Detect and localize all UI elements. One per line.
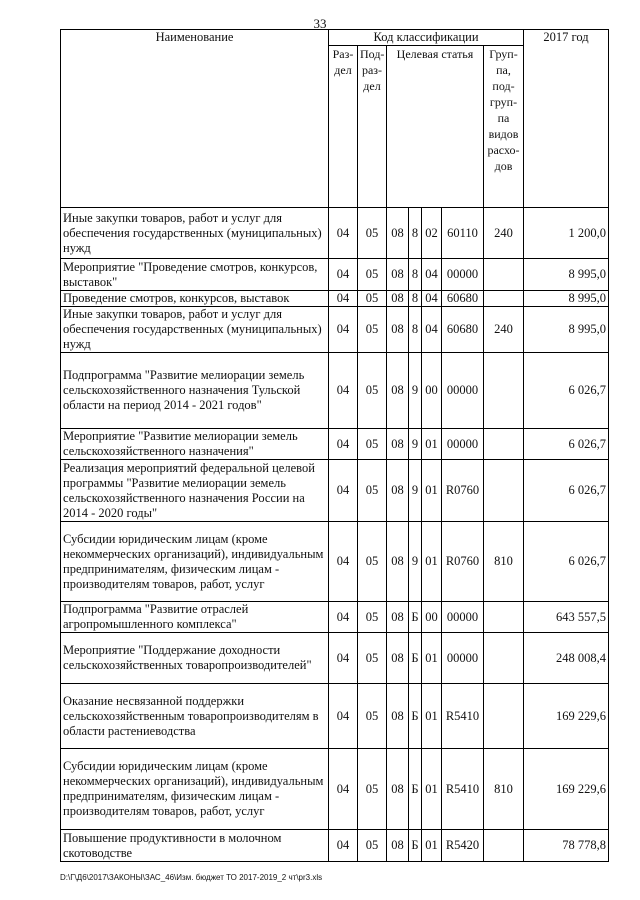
- row-target-event: 01: [422, 429, 442, 460]
- row-target-program: 08: [387, 749, 409, 830]
- row-target-program: 08: [387, 291, 409, 307]
- row-target-direction: 00000: [442, 633, 484, 684]
- row-subsection: 05: [358, 353, 387, 429]
- row-target-subprogram: Б: [409, 830, 422, 862]
- row-target-program: 08: [387, 522, 409, 602]
- row-name: Реализация мероприятий федеральной целевой программы "Развитие мелиорации земель сельскохозяйственного назначения России на 2014 - 2020 годы": [61, 460, 329, 522]
- row-target-event: 04: [422, 307, 442, 353]
- row-target-event: 01: [422, 749, 442, 830]
- row-subsection: 05: [358, 307, 387, 353]
- row-section: 04: [329, 522, 358, 602]
- row-target-subprogram: 9: [409, 429, 422, 460]
- row-amount: 1 200,0: [524, 208, 609, 259]
- row-target-direction: R5410: [442, 749, 484, 830]
- row-name: Мероприятие "Проведение смотров, конкурсов, выставок": [61, 259, 329, 291]
- row-name: Подпрограмма "Развитие мелиорации земель сельскохозяйственного назначения Тульской области на период 2014 - 2021 годов": [61, 353, 329, 429]
- row-subsection: 05: [358, 460, 387, 522]
- row-expense-type: [484, 460, 524, 522]
- row-target-subprogram: 8: [409, 259, 422, 291]
- row-amount: 169 229,6: [524, 684, 609, 749]
- table-row: [61, 522, 609, 602]
- table-body: [61, 208, 609, 862]
- row-expense-type: 240: [484, 208, 524, 259]
- row-target-direction: 60110: [442, 208, 484, 259]
- row-target-direction: 60680: [442, 307, 484, 353]
- row-target-direction: R5420: [442, 830, 484, 862]
- row-name: Проведение смотров, конкурсов, выставок: [61, 291, 329, 307]
- row-target-program: 08: [387, 633, 409, 684]
- file-path-footer: D:\Г\Д6\2017\ЗАКОНЫ\ЗАС_46\Изм. бюджет ТО 2017-2019_2 чт\pr3.xls: [60, 873, 323, 882]
- row-name: Подпрограмма "Развитие отраслей агропромышленного комплекса": [61, 602, 329, 633]
- row-target-event: 02: [422, 208, 442, 259]
- row-target-event: 01: [422, 522, 442, 602]
- header-name: Наименование: [61, 30, 329, 208]
- row-target-event: 04: [422, 291, 442, 307]
- row-target-event: 01: [422, 460, 442, 522]
- row-expense-type: [484, 353, 524, 429]
- header-classification: Код классификации: [329, 30, 524, 46]
- row-subsection: 05: [358, 602, 387, 633]
- row-expense-type: [484, 429, 524, 460]
- row-expense-type: [484, 633, 524, 684]
- row-target-program: 08: [387, 307, 409, 353]
- row-expense-type: [484, 259, 524, 291]
- row-amount: 6 026,7: [524, 353, 609, 429]
- row-target-subprogram: Б: [409, 633, 422, 684]
- row-target-direction: 60680: [442, 291, 484, 307]
- table-header: [61, 30, 609, 208]
- row-section: 04: [329, 429, 358, 460]
- row-expense-type: [484, 602, 524, 633]
- row-target-subprogram: 8: [409, 291, 422, 307]
- row-target-direction: R0760: [442, 522, 484, 602]
- row-section: 04: [329, 602, 358, 633]
- row-expense-type: [484, 830, 524, 862]
- row-amount: 6 026,7: [524, 429, 609, 460]
- row-name: Иные закупки товаров, работ и услуг для обеспечения государственных (муниципальных) нужд: [61, 208, 329, 259]
- row-target-subprogram: Б: [409, 684, 422, 749]
- row-target-program: 08: [387, 460, 409, 522]
- row-target-subprogram: Б: [409, 749, 422, 830]
- header-year: 2017 год: [524, 30, 609, 208]
- row-expense-type: [484, 684, 524, 749]
- row-target-event: 01: [422, 684, 442, 749]
- row-target-direction: 00000: [442, 429, 484, 460]
- table-row: [61, 602, 609, 633]
- row-target-event: 00: [422, 353, 442, 429]
- header-subsection: Под- раз- дел: [358, 46, 387, 208]
- row-subsection: 05: [358, 830, 387, 862]
- row-target-subprogram: 9: [409, 353, 422, 429]
- row-amount: 8 995,0: [524, 291, 609, 307]
- row-target-program: 08: [387, 353, 409, 429]
- row-name: Повышение продуктивности в молочном скотоводстве: [61, 830, 329, 862]
- table-row: [61, 830, 609, 862]
- row-amount: 6 026,7: [524, 460, 609, 522]
- row-section: 04: [329, 749, 358, 830]
- row-amount: 643 557,5: [524, 602, 609, 633]
- row-amount: 6 026,7: [524, 522, 609, 602]
- row-section: 04: [329, 460, 358, 522]
- row-target-event: 00: [422, 602, 442, 633]
- row-subsection: 05: [358, 749, 387, 830]
- table-row: [61, 460, 609, 522]
- row-name: Субсидии юридическим лицам (кроме некоммерческих организаций), индивидуальным предпринимателям, физическим лицам - производителям товаров, работ, услуг: [61, 522, 329, 602]
- row-subsection: 05: [358, 684, 387, 749]
- row-target-program: 08: [387, 602, 409, 633]
- row-subsection: 05: [358, 522, 387, 602]
- row-subsection: 05: [358, 291, 387, 307]
- row-name: Субсидии юридическим лицам (кроме некоммерческих организаций), индивидуальным предпринимателям, физическим лицам - производителям товаров, работ, услуг: [61, 749, 329, 830]
- table-row: [61, 208, 609, 259]
- row-target-event: 01: [422, 633, 442, 684]
- table-row: [61, 633, 609, 684]
- header-section: Раз- дел: [329, 46, 358, 208]
- row-expense-type: 810: [484, 749, 524, 830]
- row-target-program: 08: [387, 684, 409, 749]
- row-name: Оказание несвязанной поддержки сельскохозяйственным товаропроизводителям в области растениеводства: [61, 684, 329, 749]
- table-row: [61, 684, 609, 749]
- header-expense-type: Груп- па, под- груп- па видов расхо- дов: [484, 46, 524, 208]
- row-target-direction: R0760: [442, 460, 484, 522]
- row-expense-type: 810: [484, 522, 524, 602]
- row-expense-type: [484, 291, 524, 307]
- row-target-subprogram: 8: [409, 307, 422, 353]
- header-target: Целевая статья: [387, 46, 484, 208]
- row-subsection: 05: [358, 429, 387, 460]
- row-target-direction: 00000: [442, 353, 484, 429]
- row-section: 04: [329, 830, 358, 862]
- row-amount: 169 229,6: [524, 749, 609, 830]
- row-expense-type: 240: [484, 307, 524, 353]
- row-subsection: 05: [358, 633, 387, 684]
- row-subsection: 05: [358, 208, 387, 259]
- row-target-event: 04: [422, 259, 442, 291]
- row-target-direction: 00000: [442, 259, 484, 291]
- page-number: 33: [313, 16, 327, 31]
- row-target-event: 01: [422, 830, 442, 862]
- row-amount: 78 778,8: [524, 830, 609, 862]
- row-amount: 248 008,4: [524, 633, 609, 684]
- table-row: [61, 259, 609, 291]
- table-row: [61, 291, 609, 307]
- table-row: [61, 429, 609, 460]
- row-target-program: 08: [387, 259, 409, 291]
- table-row: [61, 307, 609, 353]
- row-target-direction: 00000: [442, 602, 484, 633]
- row-section: 04: [329, 208, 358, 259]
- row-name: Мероприятие "Развитие мелиорации земель сельскохозяйственного назначения": [61, 429, 329, 460]
- row-target-subprogram: 9: [409, 522, 422, 602]
- budget-table: [60, 29, 609, 862]
- row-target-subprogram: Б: [409, 602, 422, 633]
- row-target-program: 08: [387, 208, 409, 259]
- row-section: 04: [329, 307, 358, 353]
- row-section: 04: [329, 633, 358, 684]
- row-subsection: 05: [358, 259, 387, 291]
- row-name: Иные закупки товаров, работ и услуг для обеспечения государственных (муниципальных) нужд: [61, 307, 329, 353]
- row-section: 04: [329, 353, 358, 429]
- row-amount: 8 995,0: [524, 259, 609, 291]
- row-name: Мероприятие "Поддержание доходности сельскохозяйственных товаропроизводителей": [61, 633, 329, 684]
- row-target-subprogram: 9: [409, 460, 422, 522]
- table-row: [61, 353, 609, 429]
- row-target-direction: R5410: [442, 684, 484, 749]
- table-row: [61, 749, 609, 830]
- row-amount: 8 995,0: [524, 307, 609, 353]
- row-section: 04: [329, 291, 358, 307]
- row-target-program: 08: [387, 830, 409, 862]
- row-section: 04: [329, 684, 358, 749]
- row-target-subprogram: 8: [409, 208, 422, 259]
- row-section: 04: [329, 259, 358, 291]
- row-target-program: 08: [387, 429, 409, 460]
